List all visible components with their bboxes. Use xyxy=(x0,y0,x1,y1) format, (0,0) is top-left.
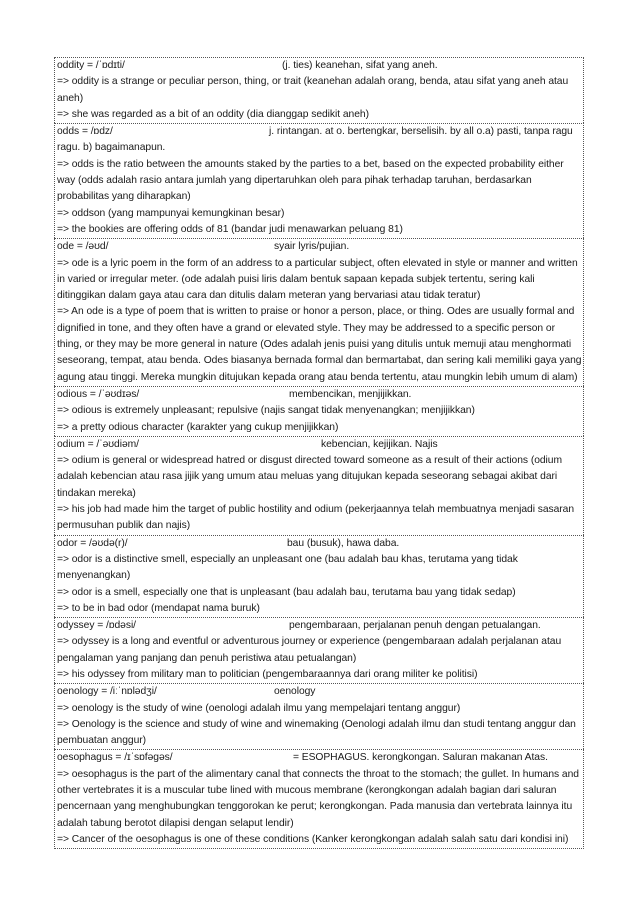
entry-term: odium = /ˈəʊdiəm/ xyxy=(57,438,139,450)
entry-term: odyssey = /ɒdəsi/ xyxy=(57,620,136,632)
entry-headword-row xyxy=(57,750,582,766)
entry-headword-row xyxy=(57,239,582,255)
entry-translation: oenology xyxy=(274,686,316,698)
entry-headword-row xyxy=(57,684,582,700)
entry-translation: (j. ties) keanehan, sifat yang aneh. xyxy=(282,60,438,71)
entry-example-line: => oddson (yang mampunyai kemungkinan besar) xyxy=(57,207,285,219)
entry-example-line: => odious is extremely unpleasant; repulsive (najis sangat tidak menyenangkan; menjijikkan) xyxy=(57,405,475,417)
dictionary-entry xyxy=(54,386,584,436)
entry-term: oddity = /ˈɒdɪti/ xyxy=(57,60,125,71)
entry-term: ode = /əʊd/ xyxy=(57,241,109,253)
entry-headword-row xyxy=(57,536,582,552)
dictionary-entry xyxy=(54,535,584,617)
entry-term: odor = /əʊdə(r)/ xyxy=(57,537,128,549)
entry-headword-row xyxy=(57,387,582,403)
entry-headword-row xyxy=(57,437,582,453)
entry-translation: bau (busuk), hawa daba. xyxy=(287,537,400,549)
entry-example-line: => ode is a lyric poem in the form of an address to a particular subject, often elevated in style or manner and written in varied or irregular meter. (ode adalah puisi liris dalam bentuk sapaan kepada subjek tertentu, sering kali ditinggikan dalam gaya atau cara dan ditulis dalam meteran yang bervariasi atau tidak teratur) xyxy=(57,257,578,302)
entry-translation: syair lyris/pujian. xyxy=(274,241,350,253)
entry-example-line: => odds is the ratio between the amounts staked by the parties to a bet, based on the expected probability either way (odds adalah rasio antara jumlah yang dipertaruhkan oleh para pihak terhadap taruhan, berdasarkan probabilitas yang diharapkan) xyxy=(57,158,564,203)
entry-example-line: => odor is a smell, especially one that is unpleasant (bau adalah bau, terutama bau yang tidak sedap) xyxy=(57,586,516,598)
entry-term: odds = /ɒdz/ xyxy=(57,126,113,138)
dictionary-entry xyxy=(54,436,584,535)
entry-example-line: => the bookies are offering odds of 81 (bandar judi menawarkan peluang 81) xyxy=(57,223,403,235)
entry-example-line: => Oenology is the science and study of wine and winemaking (Oenologi adalah ilmu dan studi tentang anggur dan pembuatan anggur) xyxy=(57,718,576,747)
dictionary-entry xyxy=(54,57,584,123)
entry-translation: j. rintangan. at o. bertengkar, berselisih. by all o.a) pasti, tanpa ragu ragu. b) bagaimanapun. xyxy=(57,126,573,154)
entry-headword-row xyxy=(57,58,582,74)
entry-translation: membencikan, menjijikkan. xyxy=(289,388,412,400)
entry-term: oenology = /iːˈnɒlədʒi/ xyxy=(57,686,157,698)
entry-headword-row xyxy=(57,124,582,157)
entry-example-line: => she was regarded as a bit of an oddity (dia dianggap sedikit aneh) xyxy=(57,108,369,120)
dictionary-document xyxy=(54,57,584,849)
entry-example-line: => oesophagus is the part of the alimentary canal that connects the throat to the stomach; the gullet. In humans and other vertebrates it is a muscular tube lined with mucous membrane (kerongkongan adalah bagian dari saluran pencernaan yang menghubungkan tenggorokan ke perut; kerongkongan. Pada manusia dan vertebrata lainnya itu adalah tabung berotot dilapisi dengan selaput lendir) xyxy=(57,768,579,829)
entry-term: oesophagus = /ɪˈsɒfəgəs/ xyxy=(57,752,173,764)
entry-example-line: => odyssey is a long and eventful or adventurous journey or experience (pengembaraan adalah perjalanan atau pengalaman yang panjang dan penuh peristiwa atau petualangan) xyxy=(57,636,562,664)
entry-translation: kebencian, kejijikan. Najis xyxy=(321,438,438,450)
entry-example-line: => his odyssey from military man to politician (pengembaraannya dari orang militer ke politisi) xyxy=(57,668,478,680)
entry-translation: pengembaraan, perjalanan penuh dengan petualangan. xyxy=(289,620,541,632)
entry-example-line: => oenology is the study of wine (oenologi adalah ilmu yang mempelajari tentang anggur) xyxy=(57,702,461,714)
entry-example-line: => odium is general or widespread hatred or disgust directed toward someone as a result of their actions (odium adalah kebencian atau rasa jijik yang umum atau meluas yang ditujukan kepada seseorang sebagai akibat dari tindakan mereka) xyxy=(57,455,562,499)
entry-example-line: => Cancer of the oesophagus is one of these conditions (Kanker kerongkongan adalah salah satu dari kondisi ini) xyxy=(57,833,569,845)
entry-example-line: => oddity is a strange or peculiar person, thing, or trait (keanehan adalah orang, benda, atau sifat yang aneh atau aneh) xyxy=(57,76,569,104)
entry-headword-row xyxy=(57,618,582,634)
entry-example-line: => to be in bad odor (mendapat nama buruk) xyxy=(57,602,260,614)
dictionary-entry xyxy=(54,123,584,238)
entry-example-line: => a pretty odious character (karakter yang cukup menjijikkan) xyxy=(57,421,339,433)
entry-example-line: => his job had made him the target of public hostility and odium (pekerjaannya telah membuatnya menjadi sasaran permusuhan publik dan najis) xyxy=(57,504,575,532)
dictionary-entry xyxy=(54,238,584,386)
dictionary-entry xyxy=(54,683,584,749)
entry-example-line: => odor is a distinctive smell, especially an unpleasant one (bau adalah bau khas, terutama yang tidak menyenangkan) xyxy=(57,553,518,582)
dictionary-entry xyxy=(54,617,584,683)
dictionary-entry xyxy=(54,749,584,849)
entry-term: odious = /ˈəʊdɪəs/ xyxy=(57,388,140,400)
entry-translation: = ESOPHAGUS. kerongkongan. Saluran makanan Atas. xyxy=(293,752,548,764)
entry-example-line: => An ode is a type of poem that is written to praise or honor a person, place, or thing. Odes are usually formal and dignified in tone, and they often have a grand or elevated style. They may be addressed to a specific person or thing, or they may be more general in nature (Odes adalah jenis puisi yang ditulis untuk memuji atau menghormati seseorang, tempat, atau benda. Odes biasanya bernada formal dan bermartabat, dan sering kali memiliki gaya yang agung atau tinggi. Mereka mungkin ditujukan kepada orang atau benda tertentu, atau mungkin lebih umum di alam) xyxy=(57,306,582,383)
